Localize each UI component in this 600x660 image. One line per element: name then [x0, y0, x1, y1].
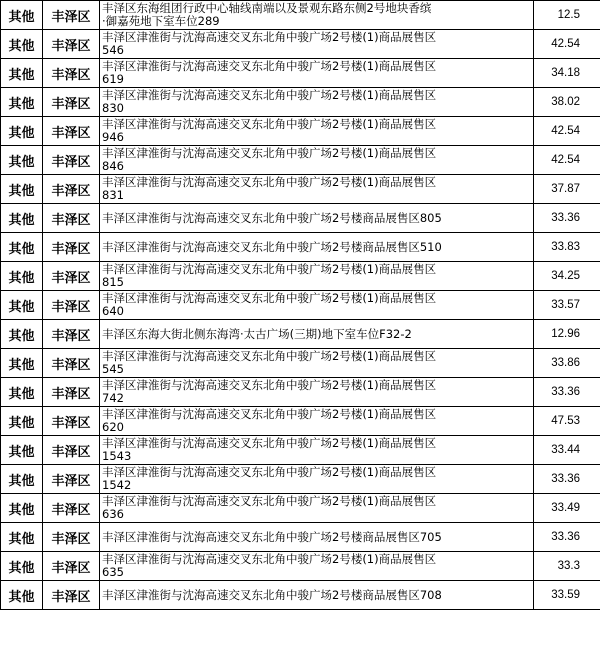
table-row [1, 175, 600, 204]
table-row [1, 378, 600, 407]
address-line: 丰泽区津淮街与沈海高速交叉东北角中骏广场2号楼(1)商品展售区 [102, 31, 437, 44]
table-row [1, 581, 600, 610]
cell-area: 42.54 [534, 117, 600, 146]
cell-district: 丰泽区 [43, 494, 100, 523]
cell-area: 33.86 [534, 349, 600, 378]
address-line: 635 [102, 566, 124, 579]
table-row [1, 523, 600, 552]
address-line: 831 [102, 189, 124, 202]
address-line: 1542 [102, 479, 132, 492]
cell-type: 其他 [1, 494, 43, 523]
cell-area: 12.5 [534, 1, 600, 30]
cell-type: 其他 [1, 88, 43, 117]
cell-district: 丰泽区 [43, 1, 100, 30]
cell-type: 其他 [1, 30, 43, 59]
address-line: 丰泽区津淮街与沈海高速交叉东北角中骏广场2号楼商品展售区705 [102, 530, 442, 544]
cell-address [100, 262, 534, 291]
address-line: 丰泽区津淮街与沈海高速交叉东北角中骏广场2号楼商品展售区510 [102, 240, 442, 254]
address-line: 丰泽区津淮街与沈海高速交叉东北角中骏广场2号楼(1)商品展售区 [102, 60, 437, 73]
cell-area: 42.54 [534, 146, 600, 175]
cell-area: 33.44 [534, 436, 600, 465]
address-line: 1543 [102, 450, 132, 463]
cell-address [100, 494, 534, 523]
table-row [1, 436, 600, 465]
cell-type: 其他 [1, 581, 43, 610]
cell-area: 42.54 [534, 30, 600, 59]
address-line: 545 [102, 363, 124, 376]
address-line: 丰泽区津淮街与沈海高速交叉东北角中骏广场2号楼(1)商品展售区 [102, 118, 437, 131]
cell-district: 丰泽区 [43, 552, 100, 581]
address-line: 846 [102, 160, 124, 173]
table-row [1, 233, 600, 262]
address-line: 丰泽区津淮街与沈海高速交叉东北角中骏广场2号楼(1)商品展售区 [102, 466, 437, 479]
cell-district: 丰泽区 [43, 378, 100, 407]
address-line: 742 [102, 392, 124, 405]
table-row [1, 59, 600, 88]
cell-address [100, 320, 534, 349]
address-line: 830 [102, 102, 124, 115]
cell-address [100, 581, 534, 610]
cell-type: 其他 [1, 117, 43, 146]
cell-area: 33.36 [534, 204, 600, 233]
cell-area: 33.57 [534, 291, 600, 320]
address-line: 丰泽区东海组团行政中心轴线南端以及景观东路东侧2号地块香缤 [102, 2, 432, 15]
cell-address [100, 117, 534, 146]
cell-area: 34.18 [534, 59, 600, 88]
cell-address [100, 59, 534, 88]
address-line: 丰泽区津淮街与沈海高速交叉东北角中骏广场2号楼(1)商品展售区 [102, 495, 437, 508]
address-line: 620 [102, 421, 124, 434]
cell-district: 丰泽区 [43, 407, 100, 436]
address-line: 丰泽区津淮街与沈海高速交叉东北角中骏广场2号楼(1)商品展售区 [102, 408, 437, 421]
cell-address [100, 146, 534, 175]
cell-area: 34.25 [534, 262, 600, 291]
cell-address [100, 88, 534, 117]
cell-type: 其他 [1, 204, 43, 233]
cell-district: 丰泽区 [43, 117, 100, 146]
address-line: 丰泽区津淮街与沈海高速交叉东北角中骏广场2号楼(1)商品展售区 [102, 350, 437, 363]
cell-area: 33.59 [534, 581, 600, 610]
cell-address [100, 349, 534, 378]
cell-address [100, 436, 534, 465]
table-row [1, 465, 600, 494]
cell-type: 其他 [1, 523, 43, 552]
cell-type: 其他 [1, 436, 43, 465]
address-line: 815 [102, 276, 124, 289]
cell-type: 其他 [1, 1, 43, 30]
address-line: 640 [102, 305, 124, 318]
cell-area: 12.96 [534, 320, 600, 349]
address-line: 丰泽区津淮街与沈海高速交叉东北角中骏广场2号楼(1)商品展售区 [102, 437, 437, 450]
cell-address [100, 291, 534, 320]
cell-district: 丰泽区 [43, 30, 100, 59]
address-line: 946 [102, 131, 124, 144]
table-row [1, 552, 600, 581]
cell-area: 33.3 [534, 552, 600, 581]
address-line: 丰泽区东海大街北侧东海湾·太古广场(三期)地下室车位F32-2 [102, 327, 412, 341]
cell-address [100, 552, 534, 581]
cell-type: 其他 [1, 146, 43, 175]
address-line: 丰泽区津淮街与沈海高速交叉东北角中骏广场2号楼商品展售区708 [102, 588, 442, 602]
cell-address [100, 378, 534, 407]
cell-area: 33.83 [534, 233, 600, 262]
cell-district: 丰泽区 [43, 262, 100, 291]
address-line: 丰泽区津淮街与沈海高速交叉东北角中骏广场2号楼(1)商品展售区 [102, 176, 437, 189]
cell-address [100, 465, 534, 494]
table-row [1, 1, 600, 30]
cell-address [100, 1, 534, 30]
cell-district: 丰泽区 [43, 320, 100, 349]
cell-area: 47.53 [534, 407, 600, 436]
table-row [1, 262, 600, 291]
cell-type: 其他 [1, 233, 43, 262]
table-row [1, 349, 600, 378]
cell-area: 37.87 [534, 175, 600, 204]
address-line: 丰泽区津淮街与沈海高速交叉东北角中骏广场2号楼(1)商品展售区 [102, 89, 437, 102]
cell-type: 其他 [1, 552, 43, 581]
cell-district: 丰泽区 [43, 349, 100, 378]
cell-address [100, 204, 534, 233]
cell-district: 丰泽区 [43, 59, 100, 88]
cell-district: 丰泽区 [43, 88, 100, 117]
cell-address [100, 175, 534, 204]
table-row [1, 30, 600, 59]
table-row [1, 88, 600, 117]
cell-type: 其他 [1, 175, 43, 204]
cell-district: 丰泽区 [43, 204, 100, 233]
cell-type: 其他 [1, 407, 43, 436]
cell-area: 33.36 [534, 378, 600, 407]
address-line: 丰泽区津淮街与沈海高速交叉东北角中骏广场2号楼商品展售区805 [102, 211, 442, 225]
table-row [1, 407, 600, 436]
cell-district: 丰泽区 [43, 436, 100, 465]
cell-district: 丰泽区 [43, 146, 100, 175]
cell-area: 33.36 [534, 523, 600, 552]
address-line: 丰泽区津淮街与沈海高速交叉东北角中骏广场2号楼(1)商品展售区 [102, 147, 437, 160]
cell-area: 33.49 [534, 494, 600, 523]
table-row [1, 320, 600, 349]
address-line: 636 [102, 508, 124, 521]
cell-address [100, 407, 534, 436]
cell-type: 其他 [1, 465, 43, 494]
cell-district: 丰泽区 [43, 581, 100, 610]
cell-area: 38.02 [534, 88, 600, 117]
address-line: 546 [102, 44, 124, 57]
cell-type: 其他 [1, 262, 43, 291]
table-row [1, 494, 600, 523]
cell-district: 丰泽区 [43, 465, 100, 494]
cell-type: 其他 [1, 291, 43, 320]
address-line: 丰泽区津淮街与沈海高速交叉东北角中骏广场2号楼(1)商品展售区 [102, 292, 437, 305]
cell-district: 丰泽区 [43, 291, 100, 320]
address-line: 丰泽区津淮街与沈海高速交叉东北角中骏广场2号楼(1)商品展售区 [102, 263, 437, 276]
cell-type: 其他 [1, 320, 43, 349]
table-row [1, 146, 600, 175]
cell-type: 其他 [1, 349, 43, 378]
cell-type: 其他 [1, 378, 43, 407]
table-row [1, 291, 600, 320]
cell-address [100, 30, 534, 59]
cell-area: 33.36 [534, 465, 600, 494]
table-row [1, 204, 600, 233]
address-line: 丰泽区津淮街与沈海高速交叉东北角中骏广场2号楼(1)商品展售区 [102, 553, 437, 566]
cell-address [100, 523, 534, 552]
cell-district: 丰泽区 [43, 233, 100, 262]
cell-type: 其他 [1, 59, 43, 88]
address-line: 丰泽区津淮街与沈海高速交叉东北角中骏广场2号楼(1)商品展售区 [102, 379, 437, 392]
cell-district: 丰泽区 [43, 175, 100, 204]
table-row [1, 117, 600, 146]
address-line: 619 [102, 73, 124, 86]
address-line: ·御嘉苑地下室车位289 [102, 15, 220, 28]
cell-address [100, 233, 534, 262]
cell-district: 丰泽区 [43, 523, 100, 552]
